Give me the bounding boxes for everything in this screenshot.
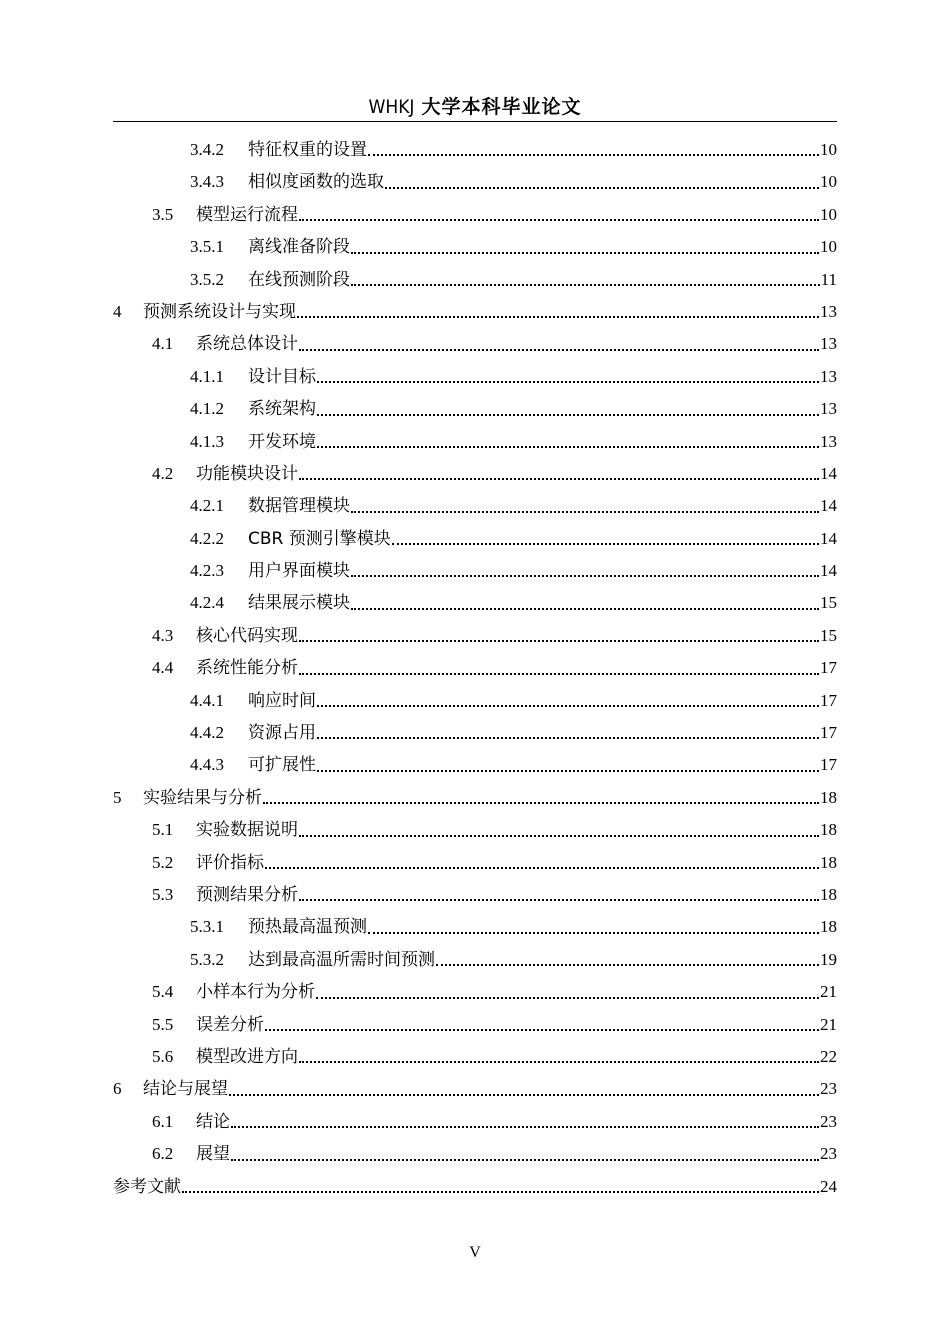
header-title: 大学本科毕业论文 bbox=[421, 96, 582, 118]
toc-leader-dots bbox=[231, 1125, 819, 1128]
toc-entry[interactable] bbox=[113, 134, 837, 166]
toc-entry[interactable] bbox=[113, 1106, 837, 1138]
toc-entry-page: 17 bbox=[820, 690, 837, 710]
toc-leader-dots bbox=[297, 315, 819, 318]
toc-entry-page: 13 bbox=[820, 399, 837, 419]
toc-entry-number: 5.2 bbox=[152, 852, 174, 872]
toc-entry[interactable] bbox=[113, 620, 837, 652]
toc-leader-dots bbox=[299, 218, 819, 221]
toc-entry-page: 13 bbox=[820, 334, 837, 354]
toc-entry-number: 5 bbox=[113, 787, 122, 807]
toc-entry[interactable] bbox=[113, 587, 837, 619]
toc-entry-page: 13 bbox=[820, 366, 837, 386]
toc-leader-dots bbox=[351, 574, 819, 577]
toc-entry-page: 15 bbox=[820, 625, 837, 645]
toc-entry-page: 13 bbox=[820, 301, 837, 321]
toc-entry-title: 功能模块设计 bbox=[196, 463, 298, 484]
toc-leader-dots bbox=[265, 1028, 819, 1031]
toc-leader-dots bbox=[368, 931, 819, 934]
toc-entry-title: 展望 bbox=[196, 1144, 230, 1165]
toc-entry[interactable] bbox=[113, 264, 837, 296]
toc-leader-dots bbox=[351, 607, 819, 610]
toc-entry-number: 3.5.2 bbox=[190, 269, 224, 289]
toc-entry-page: 10 bbox=[820, 237, 837, 257]
toc-entry-page: 23 bbox=[820, 1079, 837, 1099]
toc-entry-title: 参考文献 bbox=[113, 1176, 181, 1197]
toc-entry-number: 5.4 bbox=[152, 982, 174, 1002]
toc-leader-dots bbox=[317, 445, 819, 448]
toc-entry-page: 18 bbox=[820, 787, 837, 807]
toc-leader-dots bbox=[351, 283, 820, 286]
toc-entry[interactable] bbox=[113, 847, 837, 879]
toc-entry[interactable] bbox=[113, 652, 837, 684]
toc-entry-title: 可扩展性 bbox=[248, 755, 316, 776]
toc-leader-dots bbox=[299, 1060, 819, 1063]
toc-entry-page: 23 bbox=[820, 1144, 837, 1164]
toc-entry-title: 核心代码实现 bbox=[196, 625, 298, 646]
toc-entry-number: 5.3 bbox=[152, 884, 174, 904]
toc-entry-title: 模型运行流程 bbox=[196, 204, 298, 225]
toc-entry-page: 23 bbox=[820, 1111, 837, 1131]
toc-entry-number: 4.2.4 bbox=[190, 593, 224, 613]
toc-leader-dots bbox=[299, 348, 819, 351]
toc-entry-title: 预测系统设计与实现 bbox=[143, 301, 296, 322]
toc-entry[interactable] bbox=[113, 199, 837, 231]
toc-leader-dots bbox=[351, 510, 819, 513]
toc-leader-dots bbox=[265, 866, 819, 869]
toc-entry-number: 4 bbox=[113, 301, 122, 321]
toc-entry-page: 18 bbox=[820, 917, 837, 937]
toc-entry-page: 24 bbox=[820, 1176, 837, 1196]
toc-entry-page: 21 bbox=[820, 1014, 837, 1034]
toc-leader-dots bbox=[317, 704, 819, 707]
toc-entry-title: 系统性能分析 bbox=[196, 658, 298, 679]
toc-leader-dots bbox=[299, 672, 819, 675]
toc-entry[interactable] bbox=[113, 1073, 837, 1105]
toc-entry-page: 21 bbox=[820, 982, 837, 1002]
toc-entry-number: 4.4.1 bbox=[190, 690, 224, 710]
toc-entry[interactable] bbox=[113, 523, 837, 555]
toc-entry-number: 3.5 bbox=[152, 204, 174, 224]
toc-entry-number: 4.2 bbox=[152, 463, 174, 483]
toc-entry-number: 6.1 bbox=[152, 1111, 174, 1131]
toc-entry-number: 4.4.2 bbox=[190, 723, 224, 743]
toc-entry-page: 10 bbox=[820, 172, 837, 192]
toc-leader-dots bbox=[317, 413, 819, 416]
toc-entry-title: 预热最高温预测 bbox=[248, 917, 367, 938]
toc-leader-dots bbox=[231, 1158, 819, 1161]
toc-entry-title: 预测结果分析 bbox=[196, 884, 298, 905]
toc-entry[interactable] bbox=[113, 1138, 837, 1170]
toc-entry[interactable] bbox=[113, 944, 837, 976]
toc-entry-title: 实验数据说明 bbox=[196, 820, 298, 841]
toc-leader-dots bbox=[229, 1093, 819, 1096]
toc-entry-page: 14 bbox=[820, 496, 837, 516]
toc-entry-page: 18 bbox=[820, 852, 837, 872]
toc-entry[interactable] bbox=[113, 911, 837, 943]
toc-leader-dots bbox=[316, 996, 819, 999]
toc-entry-title: 结论 bbox=[196, 1111, 230, 1132]
toc-entry-title: CBR 预测引擎模块 bbox=[248, 528, 391, 549]
toc-entry-title: 误差分析 bbox=[196, 1014, 264, 1035]
toc-leader-dots bbox=[392, 542, 819, 545]
toc-entry-number: 4.4 bbox=[152, 658, 174, 678]
toc-entry-number: 6 bbox=[113, 1079, 122, 1099]
toc-entry-page: 11 bbox=[820, 269, 837, 289]
toc-entry-title: 评价指标 bbox=[196, 852, 264, 873]
toc-entry-title: 用户界面模块 bbox=[248, 561, 350, 582]
toc-entry-page: 14 bbox=[820, 463, 837, 483]
toc-entry-number: 3.4.3 bbox=[190, 172, 224, 192]
toc-entry-title: 开发环境 bbox=[248, 431, 316, 452]
toc-entry-page: 17 bbox=[820, 723, 837, 743]
toc-entry-number: 4.2.3 bbox=[190, 561, 224, 581]
toc-entry[interactable] bbox=[113, 782, 837, 814]
toc-entry-number: 4.2.1 bbox=[190, 496, 224, 516]
toc-leader-dots bbox=[263, 801, 819, 804]
toc-entry-page: 14 bbox=[820, 561, 837, 581]
toc-entry[interactable] bbox=[113, 717, 837, 749]
toc-leader-dots bbox=[317, 380, 819, 383]
toc-entry-number: 3.5.1 bbox=[190, 237, 224, 257]
toc-entry-title: 相似度函数的选取 bbox=[248, 172, 384, 193]
toc-leader-dots bbox=[351, 251, 819, 254]
toc-entry-number: 5.1 bbox=[152, 820, 174, 840]
page-number: V bbox=[469, 1244, 481, 1261]
toc-entry-title: 设计目标 bbox=[248, 366, 316, 387]
toc-entry[interactable] bbox=[113, 328, 837, 360]
toc-entry-page: 18 bbox=[820, 820, 837, 840]
toc-entry-page: 15 bbox=[820, 593, 837, 613]
toc-entry-number: 4.1 bbox=[152, 334, 174, 354]
toc-entry-page: 18 bbox=[820, 884, 837, 904]
toc-entry[interactable] bbox=[113, 458, 837, 490]
toc-entry-number: 5.5 bbox=[152, 1014, 174, 1034]
toc-entry-page: 13 bbox=[820, 431, 837, 451]
toc-leader-dots bbox=[385, 186, 819, 189]
toc-entry-title: 达到最高温所需时间预测 bbox=[248, 949, 435, 970]
toc-entry[interactable] bbox=[113, 361, 837, 393]
toc-leader-dots bbox=[299, 639, 819, 642]
toc-entry[interactable] bbox=[113, 393, 837, 425]
toc-entry-page: 22 bbox=[820, 1046, 837, 1066]
toc-entry-page: 17 bbox=[820, 658, 837, 678]
toc-entry-title: 系统总体设计 bbox=[196, 334, 298, 355]
toc-entry[interactable] bbox=[113, 814, 837, 846]
toc-entry-number: 4.1.3 bbox=[190, 431, 224, 451]
toc-entry-number: 6.2 bbox=[152, 1144, 174, 1164]
toc-entry[interactable] bbox=[113, 426, 837, 458]
toc-entry-number: 5.6 bbox=[152, 1046, 174, 1066]
toc-entry-page: 10 bbox=[820, 204, 837, 224]
toc-entry-number: 4.4.3 bbox=[190, 755, 224, 775]
toc-entry-number: 5.3.2 bbox=[190, 949, 224, 969]
toc-entry-page: 19 bbox=[820, 949, 837, 969]
toc-entry-title: 特征权重的设置 bbox=[248, 140, 367, 160]
toc-entry-number: 5.3.1 bbox=[190, 917, 224, 937]
toc-entry-title: 结论与展望 bbox=[143, 1079, 228, 1100]
toc-leader-dots bbox=[368, 153, 819, 156]
toc-entry-page: 17 bbox=[820, 755, 837, 775]
toc-entry-title: 结果展示模块 bbox=[248, 593, 350, 614]
table-of-contents bbox=[113, 134, 837, 1203]
toc-leader-dots bbox=[182, 1190, 819, 1193]
toc-entry-page: 14 bbox=[820, 528, 837, 548]
toc-entry[interactable] bbox=[113, 879, 837, 911]
header-rule bbox=[113, 121, 837, 122]
toc-entry[interactable] bbox=[113, 976, 837, 1008]
toc-entry[interactable] bbox=[113, 231, 837, 263]
toc-entry[interactable] bbox=[113, 1009, 837, 1041]
toc-leader-dots bbox=[299, 477, 819, 480]
toc-entry-title: 数据管理模块 bbox=[248, 496, 350, 517]
toc-entry-number: 4.2.2 bbox=[190, 528, 224, 548]
toc-leader-dots bbox=[299, 834, 819, 837]
toc-entry-number: 3.4.2 bbox=[190, 140, 224, 159]
toc-entry-title: 模型改进方向 bbox=[196, 1046, 298, 1067]
toc-entry-title: 小样本行为分析 bbox=[196, 982, 315, 1003]
toc-entry-title: 响应时间 bbox=[248, 690, 316, 711]
toc-entry-title: 离线准备阶段 bbox=[248, 237, 350, 258]
toc-entry[interactable] bbox=[113, 1041, 837, 1073]
toc-leader-dots bbox=[317, 736, 819, 739]
toc-entry[interactable] bbox=[113, 749, 837, 781]
toc-leader-dots bbox=[436, 963, 819, 966]
toc-entry-title: 在线预测阶段 bbox=[248, 269, 350, 290]
toc-entry[interactable] bbox=[113, 166, 837, 198]
toc-leader-dots bbox=[317, 769, 819, 772]
toc-leader-dots bbox=[299, 898, 819, 901]
toc-entry-number: 4.3 bbox=[152, 625, 174, 645]
toc-entry-number: 4.1.2 bbox=[190, 399, 224, 419]
toc-entry[interactable] bbox=[113, 685, 837, 717]
toc-entry-page: 10 bbox=[820, 140, 837, 159]
toc-entry[interactable] bbox=[113, 555, 837, 587]
toc-entry-title: 系统架构 bbox=[248, 399, 316, 420]
toc-entry[interactable] bbox=[113, 296, 837, 328]
toc-entry[interactable] bbox=[113, 490, 837, 522]
toc-entry[interactable] bbox=[113, 1171, 837, 1203]
toc-entry-number: 4.1.1 bbox=[190, 366, 224, 386]
toc-entry-title: 资源占用 bbox=[248, 723, 316, 744]
header-school-code: WHKJ bbox=[368, 96, 415, 118]
page-header bbox=[113, 94, 837, 122]
toc-entry-title: 实验结果与分析 bbox=[143, 787, 262, 808]
